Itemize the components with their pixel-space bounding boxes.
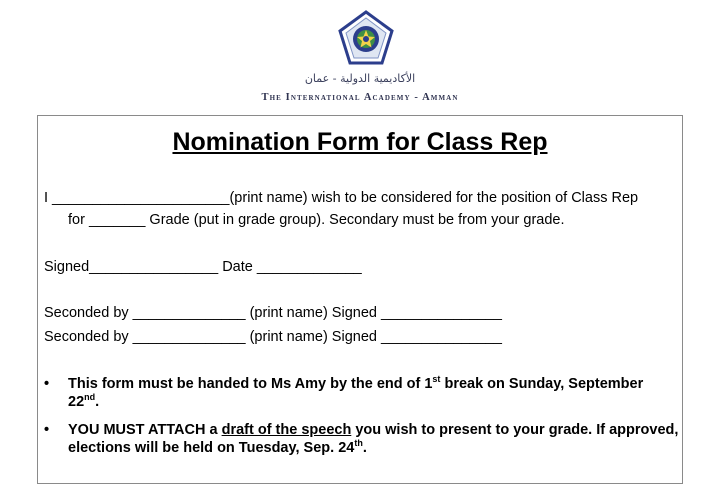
- school-name-arabic: الأكاديمية الدولية - عمان: [304, 72, 416, 85]
- nomination-form-box: [37, 115, 683, 484]
- academy-logo: [338, 10, 394, 66]
- nomination-statement-line-1: I ______________________(print name) wish to be considered for the position of Class Rep: [44, 190, 639, 206]
- nomination-statement-line-2: for _______ Grade (put in grade group). Secondary must be from your grade.: [68, 212, 565, 228]
- bullet-icon: •: [44, 376, 50, 392]
- speech-draft-emphasis: draft of the speech: [221, 422, 352, 438]
- speech-note-text: [68, 422, 683, 456]
- signed-date-line: Signed________________ Date _____________: [44, 259, 362, 275]
- deadline-note-line-2: 22nd.: [68, 392, 100, 410]
- form-title: Nomination Form for Class Rep: [172, 128, 548, 156]
- deadline-note-line-1: This form must be handed to Ms Amy by the end of 1st break on Sunday, September: [68, 374, 644, 392]
- deadline-note-text: [68, 376, 683, 410]
- speech-note: [44, 422, 684, 462]
- deadline-note: [44, 376, 684, 416]
- speech-note-line-1: YOU MUST ATTACH a draft of the speech you wish to present to your grade. If approved,: [68, 422, 679, 438]
- speech-note-line-2: elections will be held on Tuesday, Sep. 24th.: [68, 438, 367, 456]
- seconded-by-line-1: Seconded by ______________ (print name) Signed _______________: [44, 305, 502, 321]
- school-name-english: The International Academy - Amman: [261, 92, 459, 103]
- bullet-icon: •: [44, 422, 50, 438]
- seconded-by-line-2: Seconded by ______________ (print name) Signed _______________: [44, 329, 502, 345]
